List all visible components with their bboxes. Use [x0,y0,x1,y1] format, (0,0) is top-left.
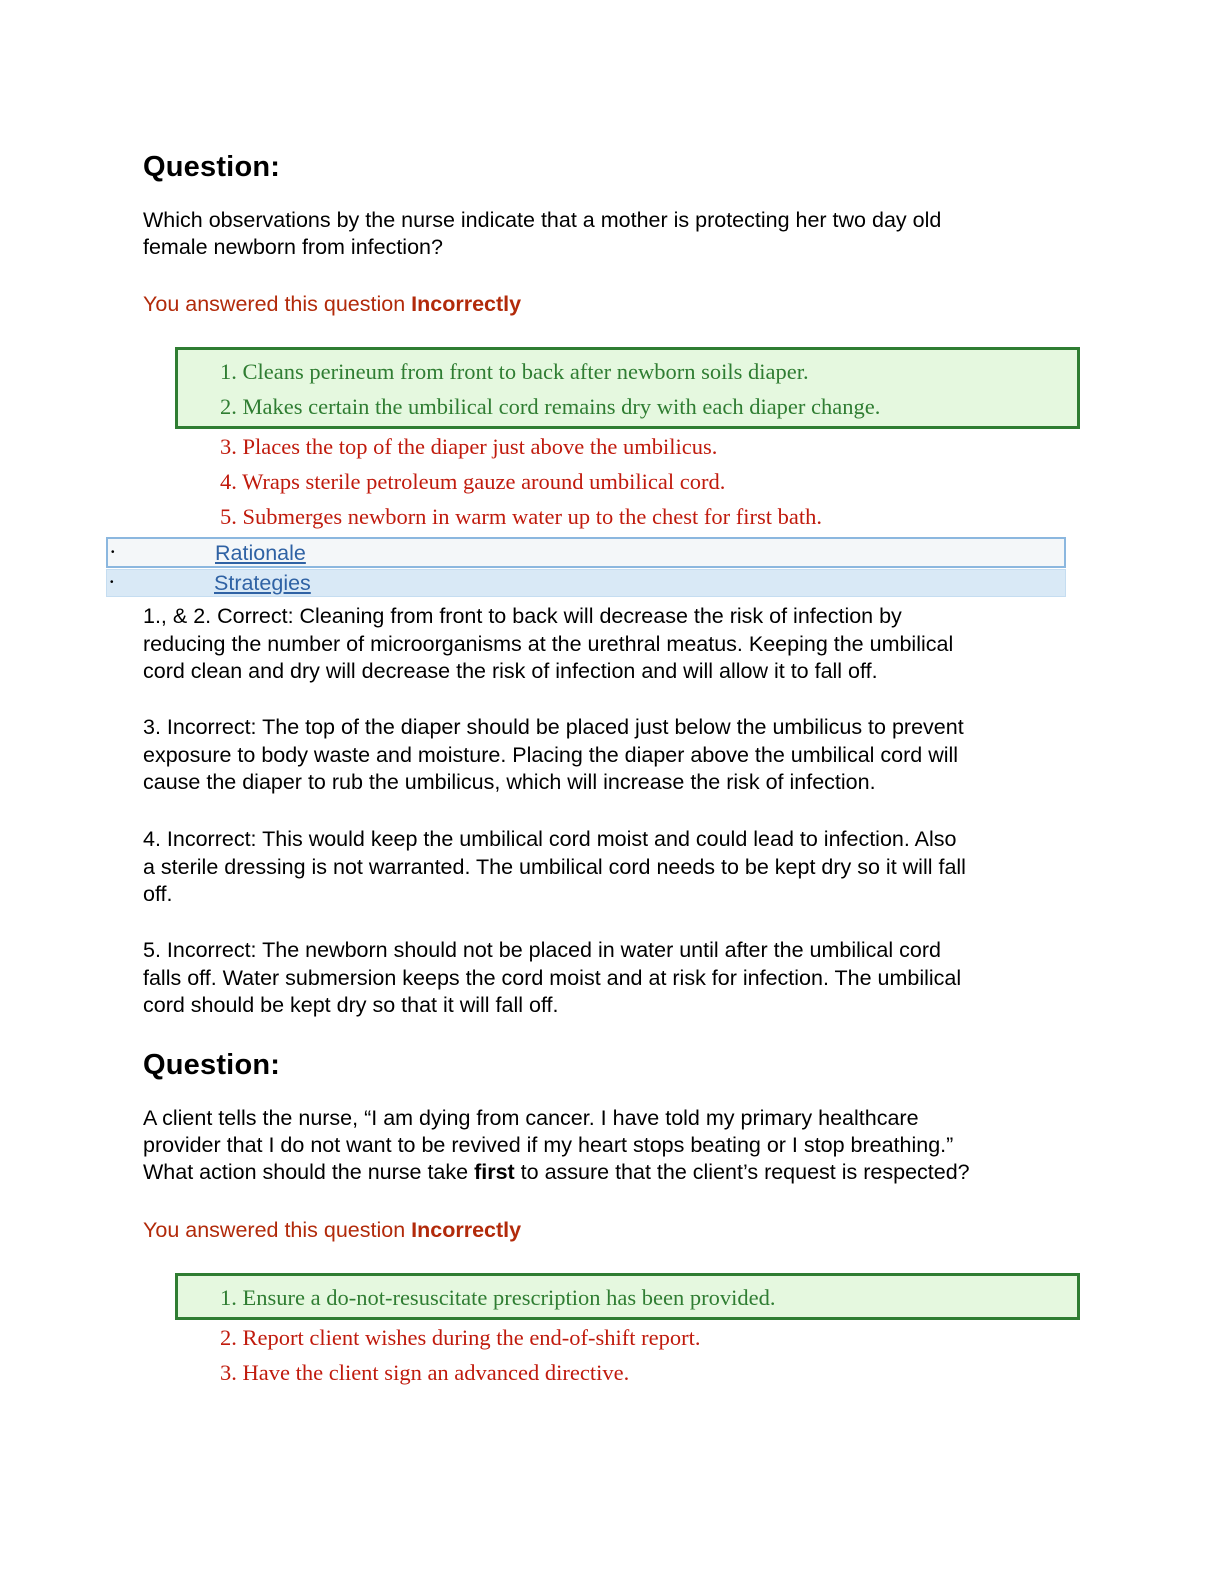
answer-result [143,1217,521,1244]
question-text-line: A client tells the nurse, “I am dying from cancer. I have told my primary healthcare [143,1106,919,1130]
rationale-paragraph [143,714,1073,797]
question-heading: Question: [143,1049,281,1081]
question-text-segment: to assure that the client’s request is respected? [514,1160,970,1184]
answer-option-incorrect: 3. Places the top of the diaper just above the umbilicus. [220,434,718,459]
tab-rationale-link[interactable]: Rationale [215,541,306,565]
rationale-line: 5. Incorrect: The newborn should not be placed in water until after the umbilical cord [143,938,941,962]
answer-result-status: Incorrectly [411,1218,522,1242]
question-emphasis: first [474,1160,515,1184]
tab-strategies-link[interactable]: Strategies [214,571,311,595]
rationale-line: 1., & 2. Correct: Cleaning from front to back will decrease the risk of infection by [143,604,902,628]
answer-result [143,291,521,318]
tab-rationale[interactable] [106,537,1066,568]
rationale-paragraph [143,603,1073,686]
answer-option-incorrect: 2. Report client wishes during the end-of-shift report. [220,1325,701,1350]
rationale-line: 4. Incorrect: This would keep the umbilical cord moist and could lead to infection. Also [143,827,957,851]
rationale-line: reducing the number of microorganisms at the urethral meatus. Keeping the umbilical [143,631,954,656]
answer-result-prefix: You answered this question [143,292,412,316]
rationale-paragraph [143,826,1073,909]
answer-result-prefix: You answered this question [143,1218,412,1242]
bullet-icon: • [111,547,115,558]
question-text-segment: What action should the nurse take [143,1160,475,1184]
answer-option-correct: 1. Ensure a do-not-resuscitate prescription has been provided. [220,1285,776,1310]
tab-strategies[interactable] [106,569,1066,597]
question-text-line: Which observations by the nurse indicate that a mother is protecting her two day old [143,208,942,232]
question-text [143,207,1073,261]
question-text [143,1105,1073,1186]
question-text-line: provider that I do not want to be revived if my heart stops beating or I stop breathing.” [143,1133,954,1157]
rationale-line: cord clean and dry will decrease the risk of infection and will allow it to fall off. [143,659,878,683]
answer-option-incorrect: 5. Submerges newborn in warm water up to the chest for first bath. [220,504,822,529]
rationale-paragraph [143,937,1073,1020]
rationale-line: off. [143,882,173,906]
answer-option-incorrect: 3. Have the client sign an advanced directive. [220,1360,630,1385]
rationale-line: exposure to body waste and moisture. Placing the diaper above the umbilical cord will [143,742,959,767]
answer-option-correct: 2. Makes certain the umbilical cord remains dry with each diaper change. [220,394,881,419]
question-text-line [143,1159,1073,1186]
question-heading: Question: [143,151,281,183]
rationale-line: cause the diaper to rub the umbilicus, which will increase the risk of infection. [143,770,876,794]
question-text-line: female newborn from infection? [143,235,443,259]
answer-option-incorrect: 4. Wraps sterile petroleum gauze around umbilical cord. [220,469,726,494]
rationale-line: falls off. Water submersion keeps the cord moist and at risk for infection. The umbilical [143,965,962,990]
rationale-line: a sterile dressing is not warranted. The umbilical cord needs to be kept dry so it will fall [143,854,966,879]
bullet-icon: • [110,577,114,588]
answer-result-status: Incorrectly [411,292,522,316]
answer-option-correct: 1. Cleans perineum from front to back after newborn soils diaper. [220,359,809,384]
rationale-line: cord should be kept dry so that it will fall off. [143,993,559,1017]
rationale-line: 3. Incorrect: The top of the diaper should be placed just below the umbilicus to prevent [143,715,964,739]
